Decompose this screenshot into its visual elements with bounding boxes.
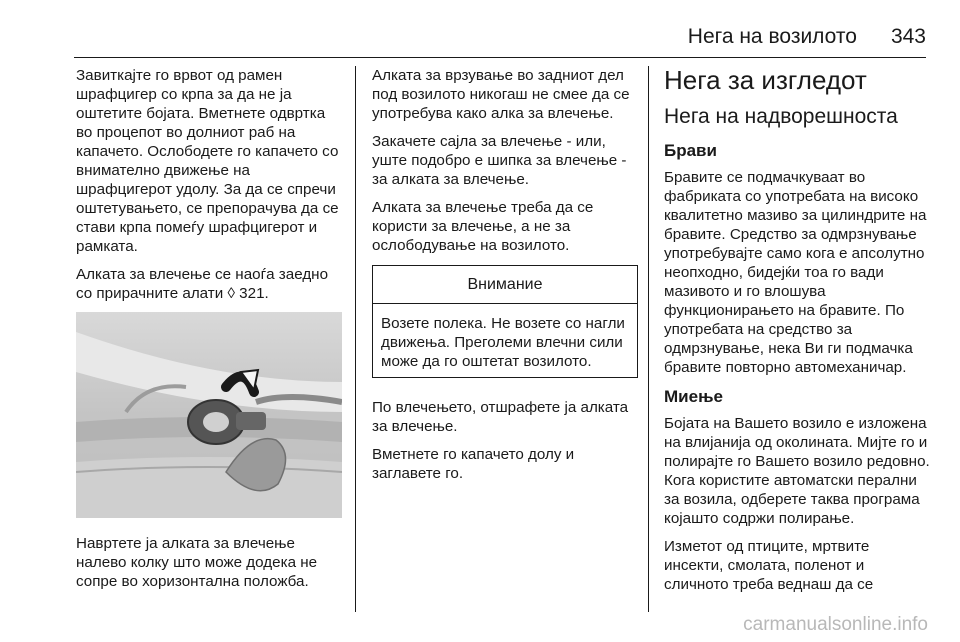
caution-box (372, 265, 638, 378)
column-left (76, 66, 342, 600)
page-number: 343 (890, 25, 926, 48)
caution-title: Внимание (373, 266, 637, 304)
paragraph-unscrew: По влечењето, отшрафете ја алката за влечење. (372, 399, 629, 435)
paragraph-screwdriver: Завиткајте го врвот од рамен шрафцигер со крпа за да не ја оштетите бојата. Вметнете одвртка во процепот во долниот раб на капачето. Ослободете го капачето со внимателно движење на шрафцигерот удолу. За да се спречи оштетувањето, се препорачува да се стави крпа помеѓу шрафцигерот и рамката. (76, 67, 339, 255)
paragraph-tow-eye-location: Алката за влечење се наоѓа заедно со прирачните алати ◊ 321. (76, 266, 329, 302)
heading-locks: Брави (664, 141, 717, 160)
column-divider-left (355, 66, 356, 612)
section-title: Нега за изгледот (664, 65, 867, 95)
tow-eye-illustration (76, 312, 342, 518)
paragraph-washing: Бојата на Вашето возило е изложена на влијанија од околината. Мијте го и полирајте го Вашето возило редовно. Кога користите автоматски перални за возила, одберете таква програма којашто содржи полирање. (664, 415, 930, 527)
paragraph-tow-use: Алката за влечење треба да се користи за влечење, а не за ослободување на возилото. (372, 199, 594, 254)
running-title: Нега на возилото (687, 25, 857, 48)
paragraph-locks: Бравите се подмачкуваат во фабриката со употребата на високо квалитетно мазиво за цилиндрите на бравите. Средство за одмрзнување употребувајте само кога е апсолутно неопходно, бидејќи тоа го вади мазивото и го влошува функционирањето на бравите. По употребата на средство за одмрзнување, нека Ви ги подмачка бравите повторно автомеханичар. (664, 169, 927, 376)
figure-caption: Навртете ја алката за влечење налево колку што може додека не сопре во хоризонтална положба. (76, 535, 318, 590)
paragraph-bird-droppings: Изметот од птиците, мртвите инсекти, смолата, поленот и сличното треба веднаш да се (664, 538, 874, 593)
subsection-title: Нега на надворешноста (664, 105, 898, 128)
watermark: carmanualsonline.info (743, 614, 928, 635)
caution-body: Возете полека. Не возете со нагли движења. Преголеми влечни сили може да го оштетат возилото. (381, 315, 625, 370)
page-header (74, 25, 926, 58)
paragraph-insert-cap: Вметнете го капачето долу и заглавете го. (372, 446, 575, 482)
column-divider-right (648, 66, 649, 612)
paragraph-attach-rope: Закачете сајла за влечење - или, уште подобро е шипка за влечење - за алката за влечење. (372, 133, 627, 188)
heading-washing: Миење (664, 387, 723, 406)
caution-body-container (373, 304, 637, 377)
column-right (664, 66, 930, 603)
column-middle (372, 66, 638, 492)
paragraph-rear-eye: Алката за врзување во задниот дел под возилото никогаш не смее да се употребува како алка за влечење. (372, 67, 630, 122)
